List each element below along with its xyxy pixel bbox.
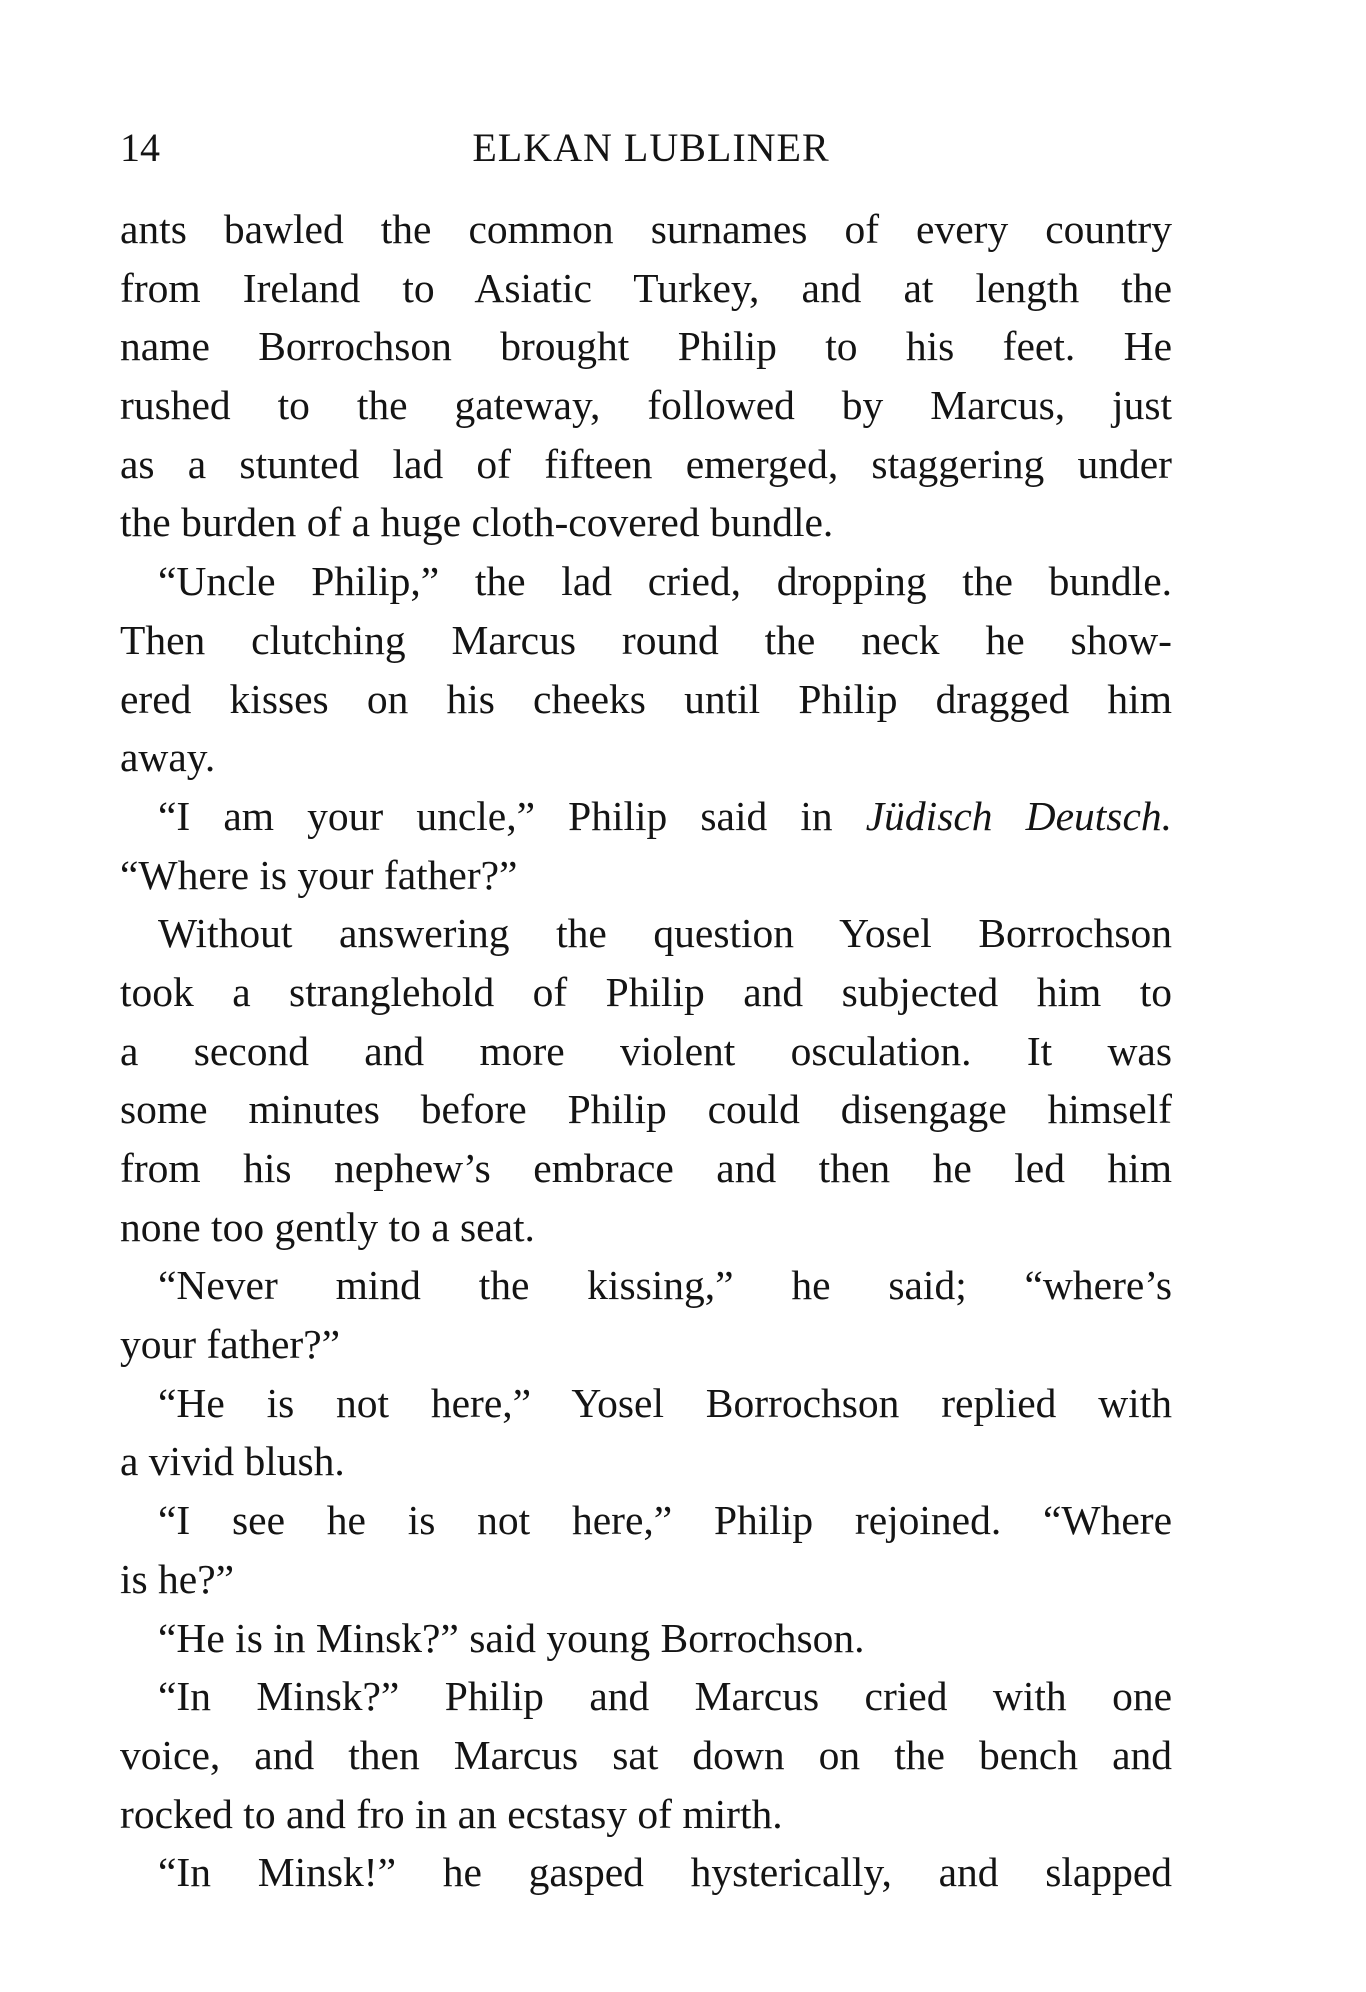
text-line: Then clutching Marcus round the neck he show- (120, 616, 1172, 663)
text-line: your father?” (120, 1321, 341, 1368)
text-line: “In Minsk!” he gasped hysterically, and slapped (158, 1849, 1172, 1896)
text-line: ered kisses on his cheeks until Philip dragged him (120, 675, 1172, 722)
text-line-part: “I am your uncle,” Philip said in (158, 792, 866, 839)
text-line: as a stunted lad of fifteen emerged, staggering under (120, 440, 1172, 487)
text-line: rushed to the gateway, followed by Marcus, just (120, 382, 1172, 429)
text-line: Without answering the question Yosel Borrochson (158, 910, 1172, 957)
text-line: is he?” (120, 1555, 235, 1602)
body-text (120, 200, 1172, 1902)
text-line: “He is in Minsk?” said young Borrochson. (158, 1614, 865, 1661)
page-number: 14 (120, 125, 160, 170)
text-line: “Where is your father?” (120, 851, 518, 898)
text-line: took a stranglehold of Philip and subjected him to (120, 968, 1172, 1015)
text-line: “I see he is not here,” Philip rejoined. “Where (158, 1497, 1172, 1544)
text-line: a second and more violent osculation. It was (120, 1027, 1172, 1074)
text-line: “He is not here,” Yosel Borrochson replied with (158, 1379, 1172, 1426)
text-line: rocked to and fro in an ecstasy of mirth. (120, 1790, 783, 1837)
text-line: a vivid blush. (120, 1438, 345, 1485)
text-line: ants bawled the common surnames of every country (120, 206, 1172, 252)
text-line: from Ireland to Asiatic Turkey, and at length the (120, 264, 1172, 311)
text-line: from his nephew’s embrace and then he led him (120, 1145, 1172, 1191)
italic-phrase: Jüdisch Deutsch. (865, 792, 1172, 839)
text-line: the burden of a huge cloth-covered bundle. (120, 499, 834, 546)
text-line: name Borrochson brought Philip to his feet. He (120, 323, 1172, 370)
text-line: “Uncle Philip,” the lad cried, dropping the bundle. (158, 558, 1172, 605)
text-line: some minutes before Philip could disengage himself (120, 1086, 1172, 1133)
running-head: ELKAN LUBLINER (472, 125, 830, 170)
text-line: away. (120, 734, 216, 781)
text-line (120, 787, 1172, 846)
page-header (120, 118, 1172, 178)
text-line: “In Minsk?” Philip and Marcus cried with one (158, 1673, 1172, 1720)
text-line: voice, and then Marcus sat down on the bench and (120, 1731, 1172, 1778)
text-line: none too gently to a seat. (120, 1203, 535, 1250)
text-line: “Never mind the kissing,” he said; “where’s (158, 1262, 1172, 1309)
